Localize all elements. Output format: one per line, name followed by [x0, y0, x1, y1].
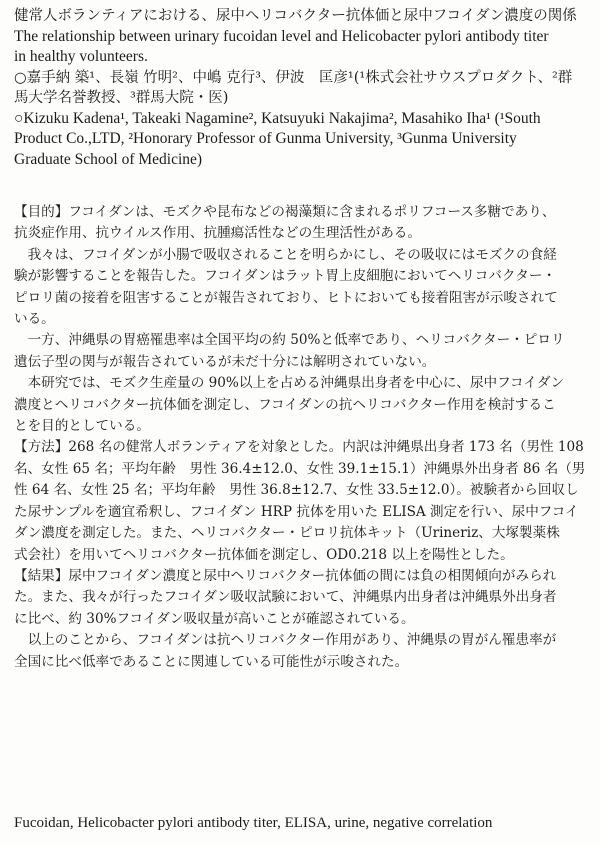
body-line: 【結果】尿中フコイダン濃度と尿中ヘリコバクター抗体価の間には負の相関傾向がみられ [14, 567, 557, 584]
title-japanese: 健常人ボランティアにおける、尿中ヘリコバクター抗体価と尿中フコイダン濃度の関係 [14, 8, 577, 24]
body-line: に比べ、約 30%フコイダン吸収量が高いことが確認されている。 [14, 610, 415, 627]
body-line: 【方法】268 名の健常人ボランティアを対象とした。内訳は沖縄県出身者 173 名（男性 108 [14, 439, 584, 456]
body-line: た。また、我々が行ったフコイダン吸収試験において、沖縄県内出身者は沖縄県外出身者 [14, 589, 557, 606]
body-line: 抗炎症作用、抗ウイルス作用、抗腫瘍活性などの生理活性がある。 [14, 225, 421, 242]
body-line: 濃度とヘリコバクター抗体価を測定し、フコイダンの抗ヘリコバクター作用を検討するこ [14, 396, 556, 413]
header-block [14, 6, 588, 170]
body-line: た尿サンプルを適宜希釈し、フコイダン HRP 抗体を用いた ELISA 測定を行い、尿中フコイ [14, 503, 579, 520]
keywords-line: Fucoidan, Helicobacter pylori antibody titer, ELISA, urine, negative correlation [14, 815, 493, 831]
body-line: 験が影響することを報告した。フコイダンはラット胃上皮細胞においてヘリコバクター・ [14, 268, 556, 285]
title-english-line-2: in healthy volunteers. [14, 48, 148, 66]
body-line: 以上のことから、フコイダンは抗ヘリコバクター作用があり、沖縄県の胃がん罹患率が [14, 632, 557, 649]
body-line: 一方、沖縄県の胃癌罹患率は全国平均の約 50%と低率であり、ヘリコバクター・ピロリ [14, 332, 565, 349]
body-line: ダン濃度を測定した。また、ヘリコバクター・ピロリ抗体キット（Urineriz、大塚製薬株 [14, 525, 560, 542]
authors-japanese-line-1: ○嘉手納 築¹、長嶺 竹明²、中嶋 克行³、伊波 匡彦¹(¹株式会社サウスプロダクト、²群 [14, 69, 573, 86]
body-line: 本研究では、モズク生産量の 90%以上を占める沖縄県出身者を中心に、尿中フコイダン [14, 375, 565, 392]
body-line: 式会社）を用いてヘリコバクター抗体価を測定し、OD0.218 以上を陽性とした。 [14, 546, 514, 563]
body-line: 名、女性 65 名；平均年齢 男性 36.4±12.0、女性 39.1±15.1）沖縄県外出身者 86 名（男 [14, 460, 586, 477]
abstract-body [14, 202, 588, 673]
body-line: 【目的】フコイダンは、モズクや昆布などの褐藻類に含まれるポリフコース多糖であり、 [14, 204, 556, 220]
body-line: とを目的としている。 [14, 418, 150, 435]
title-english-line-1: The relationship between urinary fucoidan level and Helicobacter pylori antibody titer [14, 27, 549, 45]
authors-english-line-3: Graduate School of Medicine) [14, 150, 203, 168]
body-line: 性 64 名、女性 25 名；平均年齢 男性 36.8±12.7、女性 33.5±12.0）。被験者から回収し [14, 482, 579, 499]
body-line: 遺伝子型の関与が報告されているが未だ十分には解明されていない。 [14, 353, 436, 370]
body-line: ピロリ菌の接着を阻害することが報告されており、ヒトにおいても接着阻害が示唆されて [14, 289, 558, 306]
body-line: いる。 [14, 311, 55, 328]
authors-japanese-line-2: 馬大学名誉教授、³群馬大院・医) [14, 90, 229, 107]
body-line: 全国に比べ低率であることに関連している可能性が示唆された。 [14, 653, 409, 670]
authors-english-line-2: Product Co.,LTD, ²Honorary Professor of Gunma University, ³Gunma University [14, 130, 517, 148]
authors-english-line-1: ○Kizuku Kadena¹, Takeaki Nagamine², Katsuyuki Nakajima², Masahiko Iha¹ (¹South [14, 109, 541, 127]
body-line: 我々は、フコイダンが小腸で吸収されることを明らかにし、その吸収にはモズクの食経 [14, 246, 557, 263]
